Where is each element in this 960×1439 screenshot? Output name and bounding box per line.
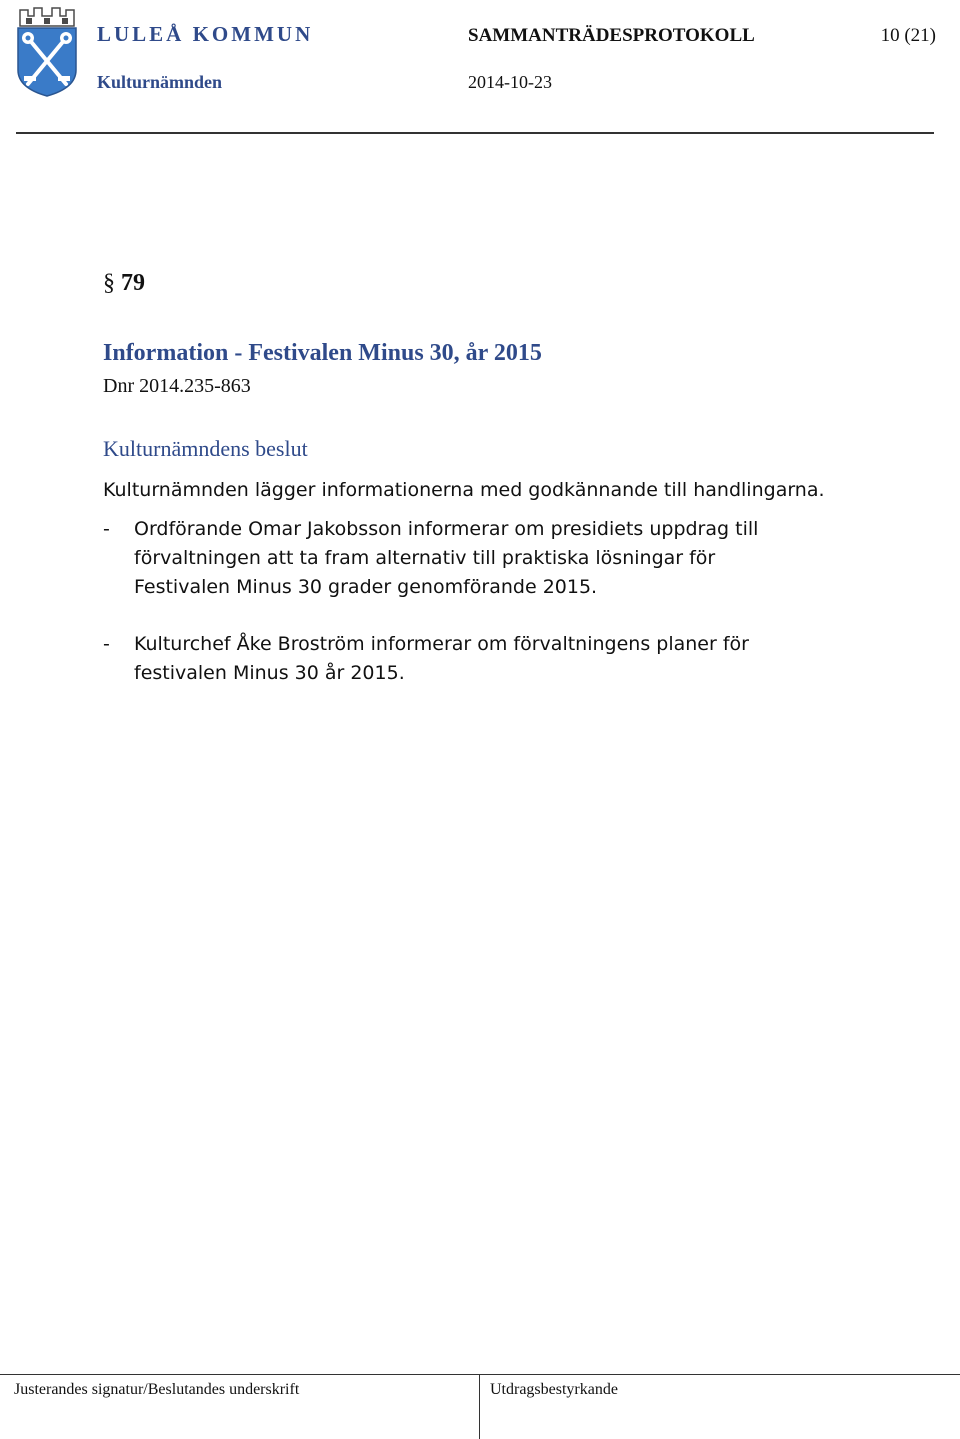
organization-name: LULEÅ KOMMUN [97, 22, 314, 46]
section-title: Information - Festivalen Minus 30, år 2015 [103, 340, 542, 366]
committee-name: Kulturnämnden [97, 72, 223, 92]
registration-number: Dnr 2014.235-863 [103, 375, 251, 397]
coat-of-arms-icon [14, 4, 80, 98]
header-divider [16, 132, 934, 134]
list-dash: - [103, 518, 110, 540]
decision-text: Kulturnämnden lägger informationerna med godkännande till handlingarna. [103, 479, 825, 501]
section-number [103, 270, 145, 297]
page-number: 10 (21) [880, 25, 936, 46]
list-item [103, 630, 803, 690]
section-symbol: § [103, 270, 115, 296]
certification-label: Utdragsbestyrkande [490, 1381, 618, 1398]
list-item-text: Kulturchef Åke Broström informerar om förvaltningens planer för festivalen Minus 30 år 2015. [134, 633, 749, 684]
list-item-text: Ordförande Omar Jakobsson informerar om presidiets uppdrag till förvaltningen att ta fram alternativ till praktiska lösningar för Festivalen Minus 30 grader genomförande 2015. [134, 518, 759, 598]
footer-divider [0, 1374, 960, 1375]
document-date: 2014-10-23 [468, 72, 552, 92]
list-item [103, 515, 803, 605]
section-number-value: 79 [121, 270, 145, 296]
document-type: SAMMANTRÄDESPROTOKOLL [468, 25, 755, 46]
footer-column-divider [479, 1374, 480, 1439]
decision-heading: Kulturnämndens beslut [103, 436, 308, 461]
list-dash: - [103, 633, 110, 655]
signature-label: Justerandes signatur/Beslutandes underskrift [14, 1381, 300, 1398]
